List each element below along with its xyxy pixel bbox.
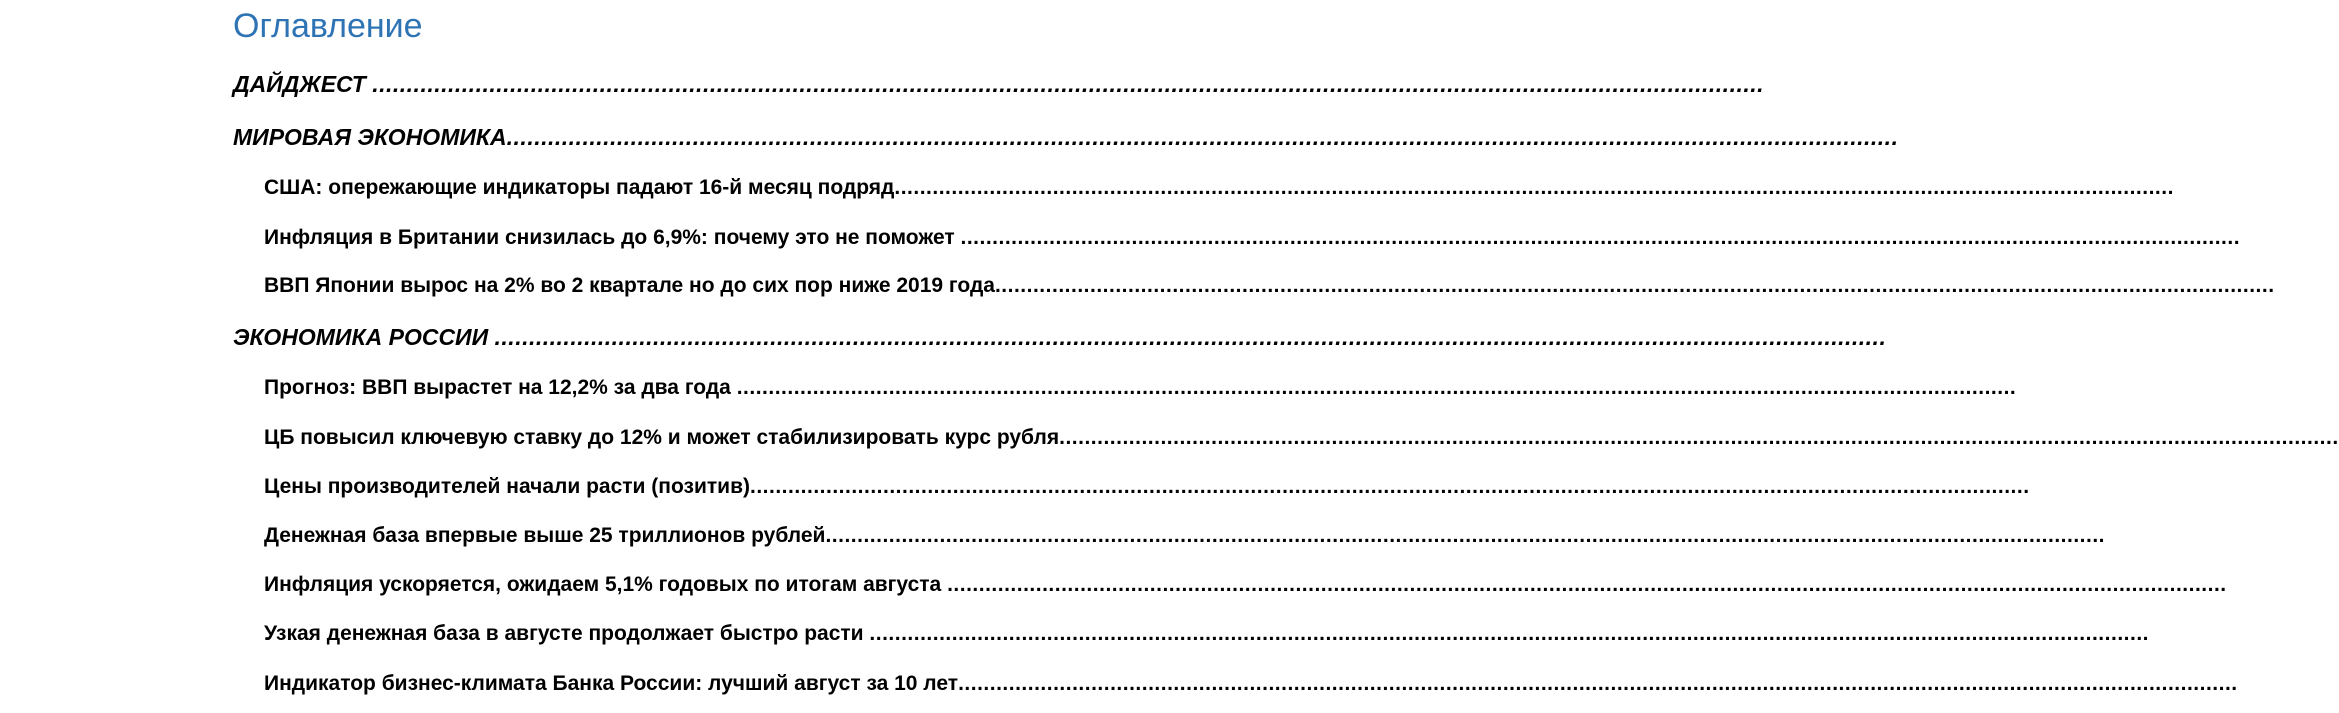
toc-leader-dots: .......................................................................................................................................................................................................... xyxy=(960,226,2241,249)
toc-entry-japan-gdp[interactable] xyxy=(264,269,2275,303)
toc-title: Оглавление xyxy=(233,7,423,45)
toc-leader-dots: .......................................................................................................................................................................................................... xyxy=(994,274,2275,297)
toc-leader-dots: .......................................................................................................................................................................................................... xyxy=(736,376,2017,399)
toc-entry-text: Инфляция в Британии снизилась до 6,9%: почему это не поможет xyxy=(264,226,961,249)
toc-leader-dots: .......................................................................................................................................................................................................... xyxy=(894,176,2174,199)
toc-entry-gdp-forecast[interactable] xyxy=(264,371,2017,405)
toc-entry-money-base[interactable] xyxy=(264,519,2106,553)
toc-entry-uk-inflation[interactable] xyxy=(264,221,2241,255)
toc-entry-text: Узкая денежная база в августе продолжает быстро расти xyxy=(264,622,870,645)
toc-entry-producer-prices[interactable] xyxy=(264,470,2030,504)
toc-leader-dots: .......................................................................................................................................................................................................... xyxy=(749,475,2030,498)
toc-entry-text: ЭКОНОМИКА РОССИИ xyxy=(233,324,495,350)
toc-entry-text: МИРОВАЯ ЭКОНОМИКА xyxy=(233,124,507,150)
toc-leader-dots: .......................................................................................................................................................................................................... xyxy=(372,71,1765,97)
toc-entry-russia-economy[interactable] xyxy=(233,320,1887,354)
toc-leader-dots: .......................................................................................................................................................................................................... xyxy=(825,524,2106,547)
toc-leader-dots: .......................................................................................................................................................................................................... xyxy=(947,573,2227,596)
toc-entry-text: ЦБ повысил ключевую ставку до 12% и может стабилизировать курс рубля xyxy=(264,426,1060,449)
toc-entry-text: ВВП Японии вырос на 2% во 2 квартале но до сих пор ниже 2019 года xyxy=(264,274,995,297)
toc-entry-text: Инфляция ускоряется, ожидаем 5,1% годовых по итогам августа xyxy=(264,573,948,596)
toc-leader-dots: .......................................................................................................................................................................................................... xyxy=(494,324,1887,350)
toc-leader-dots: .......................................................................................................................................................................................................... xyxy=(958,672,2238,695)
toc-leader-dots: .......................................................................................................................................................................................................... xyxy=(1059,426,2339,449)
toc-entry-usa-indicators[interactable] xyxy=(264,171,2174,205)
toc-leader-dots: .......................................................................................................................................................................................................... xyxy=(506,124,1899,150)
toc-entry-text: Индикатор бизнес-климата Банка России: лучший август за 10 лет xyxy=(264,672,959,695)
toc-entry-narrow-money-base[interactable] xyxy=(264,617,2149,651)
toc-entry-digest[interactable] xyxy=(233,67,1765,101)
toc-entry-text: Денежная база впервые выше 25 триллионов рублей xyxy=(264,524,826,547)
toc-entry-text: США: опережающие индикаторы падают 16-й месяц подряд xyxy=(264,176,895,199)
toc-entry-key-rate[interactable] xyxy=(264,421,2339,455)
toc-leader-dots: .......................................................................................................................................................................................................... xyxy=(869,622,2149,645)
toc-entry-business-climate[interactable] xyxy=(264,667,2238,701)
toc-entry-world-economy[interactable] xyxy=(233,120,1899,154)
toc-entry-text: Цены производителей начали расти (позитив) xyxy=(264,475,750,498)
toc-entry-inflation-august[interactable] xyxy=(264,568,2227,602)
toc-entry-text: Прогноз: ВВП вырастет на 12,2% за два года xyxy=(264,376,737,399)
toc-entry-text: ДАЙДЖЕСТ xyxy=(233,71,373,97)
